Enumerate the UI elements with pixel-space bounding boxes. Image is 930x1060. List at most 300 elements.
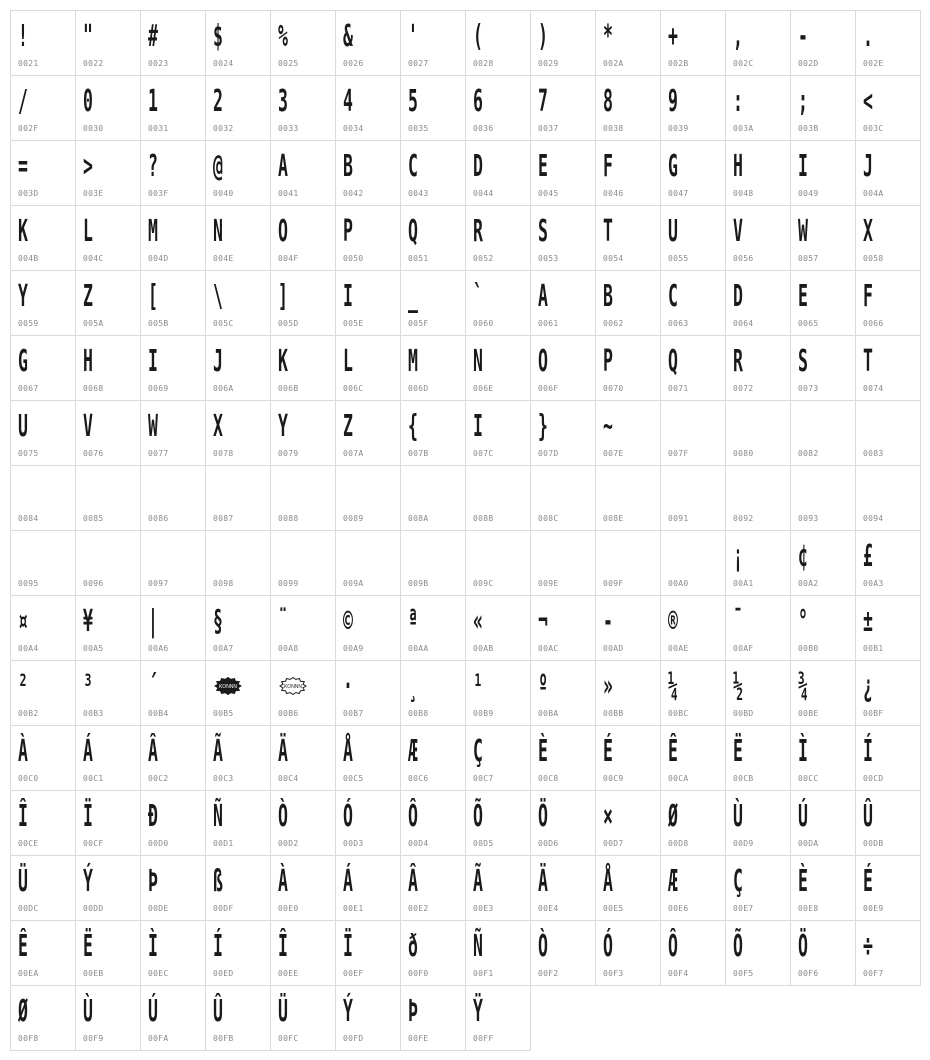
glyph-cell[interactable] xyxy=(465,10,531,76)
glyph-cell[interactable] xyxy=(270,660,336,726)
glyph-cell[interactable] xyxy=(10,10,76,76)
unicode-code-label: 003E xyxy=(83,189,104,198)
unicode-code-label: 0078 xyxy=(213,449,234,458)
glyph-cell[interactable] xyxy=(205,465,271,531)
unicode-code-label: 009F xyxy=(603,579,624,588)
glyph-sample xyxy=(798,473,827,511)
glyph-cell[interactable] xyxy=(400,465,466,531)
glyph-sample: ¿ xyxy=(863,669,873,704)
glyph-cell[interactable] xyxy=(660,660,726,726)
unicode-code-label: 00F7 xyxy=(863,969,884,978)
glyph-sample: ¯ xyxy=(733,604,743,639)
glyph-cell[interactable] xyxy=(270,465,336,531)
glyph-sample: S xyxy=(798,344,808,379)
glyph-cell[interactable] xyxy=(205,400,271,466)
glyph-cell[interactable] xyxy=(530,75,596,141)
unicode-code-label: 00E5 xyxy=(603,904,624,913)
glyph-cell[interactable] xyxy=(400,530,466,596)
glyph-cell[interactable] xyxy=(660,10,726,76)
glyph-cell[interactable] xyxy=(660,335,726,401)
glyph-cell[interactable] xyxy=(790,140,856,206)
glyph-cell[interactable] xyxy=(10,75,76,141)
glyph-cell[interactable] xyxy=(725,530,791,596)
glyph-cell[interactable] xyxy=(790,790,856,856)
glyph-sample: [ xyxy=(148,279,158,314)
glyph-cell[interactable] xyxy=(10,595,76,661)
glyph-cell[interactable] xyxy=(205,595,271,661)
glyph-cell[interactable] xyxy=(335,855,401,921)
glyph-cell[interactable] xyxy=(205,660,271,726)
glyph-cell[interactable] xyxy=(660,465,726,531)
glyph-cell[interactable] xyxy=(270,270,336,336)
glyph-sample: L xyxy=(343,344,353,379)
glyph-cell[interactable] xyxy=(335,465,401,531)
glyph-cell[interactable] xyxy=(335,205,401,271)
glyph-sample: { xyxy=(408,409,418,444)
glyph-sample: | xyxy=(148,604,158,639)
glyph-sample: < xyxy=(863,84,873,119)
glyph-sample: * xyxy=(603,19,613,54)
glyph-cell[interactable] xyxy=(855,205,921,271)
glyph-cell[interactable] xyxy=(400,335,466,401)
glyph-cell[interactable] xyxy=(790,465,856,531)
glyph-cell[interactable] xyxy=(660,75,726,141)
glyph-cell[interactable] xyxy=(725,660,791,726)
glyph-grid xyxy=(10,10,920,1050)
glyph-cell[interactable] xyxy=(530,790,596,856)
glyph-sample xyxy=(733,473,762,511)
glyph-sample: ¨ xyxy=(278,604,288,639)
glyph-cell[interactable] xyxy=(205,75,271,141)
glyph-cell[interactable] xyxy=(595,725,661,791)
glyph-cell[interactable] xyxy=(400,595,466,661)
glyph-cell[interactable] xyxy=(335,75,401,141)
glyph-cell[interactable] xyxy=(790,75,856,141)
glyph-cell[interactable] xyxy=(530,205,596,271)
glyph-cell[interactable] xyxy=(530,725,596,791)
unicode-code-label: 00B2 xyxy=(18,709,39,718)
glyph-cell[interactable] xyxy=(400,75,466,141)
glyph-cell[interactable] xyxy=(790,335,856,401)
glyph-cell[interactable] xyxy=(725,465,791,531)
glyph-sample: Ú xyxy=(148,994,158,1029)
glyph-cell[interactable] xyxy=(400,270,466,336)
glyph-cell[interactable] xyxy=(75,465,141,531)
glyph-cell[interactable] xyxy=(595,205,661,271)
glyph-cell[interactable] xyxy=(75,400,141,466)
glyph-sample: Ä xyxy=(278,734,288,769)
glyph-cell[interactable] xyxy=(205,140,271,206)
unicode-code-label: 00CD xyxy=(863,774,884,783)
glyph-cell[interactable] xyxy=(465,985,531,1051)
glyph-cell[interactable] xyxy=(855,660,921,726)
unicode-code-label: 005F xyxy=(408,319,429,328)
unicode-code-label: 00DD xyxy=(83,904,104,913)
glyph-sample: Ó xyxy=(603,929,613,964)
glyph-cell[interactable] xyxy=(595,10,661,76)
glyph-cell[interactable] xyxy=(270,595,336,661)
glyph-cell[interactable] xyxy=(400,140,466,206)
glyph-cell[interactable] xyxy=(270,530,336,596)
unicode-code-label: 0038 xyxy=(603,124,624,133)
glyph-cell[interactable] xyxy=(790,205,856,271)
glyph-cell[interactable] xyxy=(660,270,726,336)
glyph-cell[interactable] xyxy=(140,985,206,1051)
glyph-cell[interactable] xyxy=(660,595,726,661)
glyph-cell[interactable] xyxy=(400,400,466,466)
glyph-cell[interactable] xyxy=(855,140,921,206)
glyph-sample: ¡ xyxy=(733,539,743,574)
glyph-sample: I xyxy=(343,279,353,314)
glyph-cell[interactable] xyxy=(75,985,141,1051)
glyph-cell[interactable] xyxy=(530,400,596,466)
unicode-code-label: 00A8 xyxy=(278,644,299,653)
glyph-cell[interactable] xyxy=(465,790,531,856)
glyph-sample: Í xyxy=(863,734,873,769)
unicode-code-label: 0066 xyxy=(863,319,884,328)
glyph-cell[interactable] xyxy=(10,790,76,856)
glyph-cell[interactable] xyxy=(465,530,531,596)
glyph-cell[interactable] xyxy=(75,205,141,271)
glyph-cell[interactable] xyxy=(75,595,141,661)
glyph-cell[interactable] xyxy=(465,75,531,141)
glyph-cell[interactable] xyxy=(205,335,271,401)
glyph-cell[interactable] xyxy=(595,855,661,921)
glyph-cell[interactable] xyxy=(270,790,336,856)
glyph-cell[interactable] xyxy=(790,595,856,661)
glyph-cell[interactable] xyxy=(270,985,336,1051)
glyph-cell[interactable] xyxy=(335,660,401,726)
glyph-cell[interactable] xyxy=(725,140,791,206)
glyph-cell[interactable] xyxy=(530,595,596,661)
glyph-cell[interactable] xyxy=(725,855,791,921)
glyph-cell[interactable] xyxy=(140,400,206,466)
glyph-cell[interactable] xyxy=(855,10,921,76)
glyph-cell[interactable] xyxy=(725,75,791,141)
glyph-cell[interactable] xyxy=(725,920,791,986)
glyph-cell[interactable] xyxy=(725,725,791,791)
glyph-cell[interactable] xyxy=(530,10,596,76)
glyph-cell[interactable] xyxy=(465,335,531,401)
glyph-cell[interactable] xyxy=(855,595,921,661)
glyph-cell[interactable] xyxy=(400,10,466,76)
glyph-sample: Õ xyxy=(473,799,483,834)
glyph-cell[interactable] xyxy=(205,270,271,336)
glyph-cell[interactable] xyxy=(270,855,336,921)
unicode-code-label: 0039 xyxy=(668,124,689,133)
glyph-cell[interactable] xyxy=(595,335,661,401)
glyph-sample: Y xyxy=(18,279,28,314)
unicode-code-label: 0096 xyxy=(83,579,104,588)
unicode-code-label: 0029 xyxy=(538,59,559,68)
glyph-cell[interactable] xyxy=(10,400,76,466)
glyph-cell[interactable] xyxy=(335,920,401,986)
glyph-cell[interactable] xyxy=(205,725,271,791)
glyph-cell[interactable] xyxy=(595,595,661,661)
glyph-cell[interactable] xyxy=(75,335,141,401)
glyph-cell[interactable] xyxy=(660,725,726,791)
glyph-cell[interactable] xyxy=(140,335,206,401)
unicode-code-label: 00CA xyxy=(668,774,689,783)
glyph-cell[interactable] xyxy=(465,660,531,726)
unicode-code-label: 00FE xyxy=(408,1034,429,1043)
glyph-cell[interactable] xyxy=(140,595,206,661)
unicode-code-label: 009A xyxy=(343,579,364,588)
glyph-sample: - xyxy=(798,19,808,54)
glyph-cell[interactable] xyxy=(725,790,791,856)
glyph-sample: » xyxy=(603,669,613,704)
glyph-cell[interactable] xyxy=(140,725,206,791)
glyph-cell[interactable] xyxy=(140,270,206,336)
glyph-cell[interactable] xyxy=(530,140,596,206)
glyph-cell[interactable] xyxy=(140,530,206,596)
glyph-cell[interactable] xyxy=(335,530,401,596)
glyph-cell[interactable] xyxy=(465,140,531,206)
glyph-sample: K xyxy=(278,344,288,379)
glyph-cell[interactable] xyxy=(400,855,466,921)
glyph-cell[interactable] xyxy=(75,270,141,336)
unicode-code-label: 00A7 xyxy=(213,644,234,653)
glyph-cell[interactable] xyxy=(335,10,401,76)
glyph-cell[interactable] xyxy=(725,205,791,271)
glyph-cell[interactable] xyxy=(400,205,466,271)
glyph-sample: F xyxy=(863,279,873,314)
glyph-cell[interactable] xyxy=(465,920,531,986)
glyph-cell[interactable] xyxy=(465,725,531,791)
glyph-cell[interactable] xyxy=(205,855,271,921)
glyph-cell[interactable] xyxy=(140,855,206,921)
unicode-code-label: 0082 xyxy=(798,449,819,458)
glyph-cell[interactable] xyxy=(270,140,336,206)
glyph-cell[interactable] xyxy=(725,595,791,661)
glyph-cell[interactable] xyxy=(465,595,531,661)
unicode-code-label: 003A xyxy=(733,124,754,133)
glyph-sample: ð xyxy=(408,929,418,964)
glyph-cell[interactable] xyxy=(790,660,856,726)
glyph-cell[interactable] xyxy=(790,270,856,336)
glyph-sample: > xyxy=(83,149,93,184)
glyph-cell[interactable] xyxy=(790,920,856,986)
glyph-cell[interactable] xyxy=(660,140,726,206)
glyph-sample: V xyxy=(83,409,93,444)
glyph-cell[interactable] xyxy=(140,790,206,856)
glyph-cell[interactable] xyxy=(270,205,336,271)
glyph-cell[interactable] xyxy=(790,400,856,466)
glyph-cell[interactable] xyxy=(465,400,531,466)
glyph-cell[interactable] xyxy=(140,920,206,986)
glyph-cell[interactable] xyxy=(335,985,401,1051)
glyph-cell[interactable] xyxy=(270,10,336,76)
glyph-cell[interactable] xyxy=(140,660,206,726)
unicode-code-label: 0099 xyxy=(278,579,299,588)
glyph-cell[interactable] xyxy=(270,725,336,791)
glyph-cell[interactable] xyxy=(790,530,856,596)
unicode-code-label: 0085 xyxy=(83,514,104,523)
glyph-cell[interactable] xyxy=(140,75,206,141)
glyph-cell[interactable] xyxy=(140,465,206,531)
glyph-cell[interactable] xyxy=(855,530,921,596)
unicode-code-label: 00EA xyxy=(18,969,39,978)
glyph-cell[interactable] xyxy=(140,205,206,271)
glyph-cell[interactable] xyxy=(660,530,726,596)
glyph-cell[interactable] xyxy=(400,985,466,1051)
glyph-cell[interactable] xyxy=(75,530,141,596)
glyph-cell[interactable] xyxy=(855,855,921,921)
glyph-cell[interactable] xyxy=(465,465,531,531)
glyph-sample: & xyxy=(343,19,353,54)
glyph-cell[interactable] xyxy=(530,920,596,986)
glyph-sample: Ó xyxy=(343,799,353,834)
glyph-cell[interactable] xyxy=(790,10,856,76)
glyph-cell[interactable] xyxy=(270,75,336,141)
glyph-cell[interactable] xyxy=(790,855,856,921)
glyph-cell[interactable] xyxy=(75,855,141,921)
glyph-cell[interactable] xyxy=(855,465,921,531)
glyph-cell[interactable] xyxy=(465,270,531,336)
glyph-cell[interactable] xyxy=(205,205,271,271)
glyph-cell[interactable] xyxy=(400,790,466,856)
glyph-cell[interactable] xyxy=(205,530,271,596)
glyph-cell[interactable] xyxy=(725,400,791,466)
glyph-cell[interactable] xyxy=(335,790,401,856)
glyph-sample: Ê xyxy=(18,929,28,964)
unicode-code-label: 005D xyxy=(278,319,299,328)
glyph-cell[interactable] xyxy=(10,855,76,921)
glyph-cell[interactable] xyxy=(335,400,401,466)
glyph-cell[interactable] xyxy=(790,725,856,791)
glyph-cell[interactable] xyxy=(530,855,596,921)
glyph-cell[interactable] xyxy=(855,725,921,791)
glyph-cell[interactable] xyxy=(595,530,661,596)
glyph-cell[interactable] xyxy=(400,660,466,726)
glyph-cell[interactable] xyxy=(205,920,271,986)
glyph-cell[interactable] xyxy=(725,10,791,76)
glyph-cell[interactable] xyxy=(660,855,726,921)
glyph-cell[interactable] xyxy=(725,270,791,336)
glyph-sample: U xyxy=(18,409,28,444)
glyph-sample: T xyxy=(863,344,873,379)
glyph-cell[interactable] xyxy=(530,270,596,336)
unicode-code-label: 00A1 xyxy=(733,579,754,588)
glyph-cell[interactable] xyxy=(75,140,141,206)
glyph-cell[interactable] xyxy=(10,725,76,791)
glyph-cell[interactable] xyxy=(660,920,726,986)
glyph-sample xyxy=(668,408,697,446)
glyph-cell[interactable] xyxy=(10,660,76,726)
glyph-cell[interactable] xyxy=(595,920,661,986)
glyph-cell[interactable] xyxy=(465,205,531,271)
glyph-cell[interactable] xyxy=(335,270,401,336)
glyph-cell[interactable] xyxy=(10,920,76,986)
glyph-cell[interactable] xyxy=(270,335,336,401)
glyph-cell[interactable] xyxy=(595,465,661,531)
glyph-cell[interactable] xyxy=(75,10,141,76)
glyph-cell[interactable] xyxy=(660,205,726,271)
unicode-code-label: 00E1 xyxy=(343,904,364,913)
glyph-cell[interactable] xyxy=(530,660,596,726)
glyph-sample: ? xyxy=(148,149,158,184)
glyph-sample: Î xyxy=(278,929,288,964)
glyph-cell[interactable] xyxy=(660,790,726,856)
glyph-cell[interactable] xyxy=(855,75,921,141)
unicode-code-label: 0021 xyxy=(18,59,39,68)
glyph-cell[interactable] xyxy=(595,790,661,856)
glyph-cell[interactable] xyxy=(465,855,531,921)
glyph-sample: # xyxy=(148,19,158,54)
glyph-cell[interactable] xyxy=(75,660,141,726)
unicode-code-label: 003C xyxy=(863,124,884,133)
glyph-cell[interactable] xyxy=(335,335,401,401)
glyph-cell[interactable] xyxy=(205,790,271,856)
glyph-cell[interactable] xyxy=(595,140,661,206)
unicode-code-label: 00C1 xyxy=(83,774,104,783)
glyph-cell[interactable] xyxy=(205,985,271,1051)
glyph-cell[interactable] xyxy=(10,530,76,596)
glyph-cell[interactable] xyxy=(205,10,271,76)
glyph-cell[interactable] xyxy=(10,205,76,271)
glyph-cell[interactable] xyxy=(270,920,336,986)
glyph-cell[interactable] xyxy=(725,335,791,401)
glyph-cell[interactable] xyxy=(10,140,76,206)
glyph-sample: Ç xyxy=(473,734,483,769)
glyph-cell[interactable] xyxy=(595,660,661,726)
unicode-code-label: 0044 xyxy=(473,189,494,198)
glyph-cell[interactable] xyxy=(10,985,76,1051)
glyph-sample: X xyxy=(213,409,223,444)
glyph-cell[interactable] xyxy=(855,920,921,986)
glyph-cell[interactable] xyxy=(75,725,141,791)
glyph-cell[interactable] xyxy=(595,270,661,336)
glyph-cell[interactable] xyxy=(335,140,401,206)
unicode-code-label: 003D xyxy=(18,189,39,198)
glyph-sample: Á xyxy=(343,864,353,899)
glyph-sample: W xyxy=(148,409,158,444)
glyph-cell[interactable] xyxy=(10,270,76,336)
glyph-cell[interactable] xyxy=(855,400,921,466)
glyph-cell[interactable] xyxy=(855,790,921,856)
badge-text: KONNN xyxy=(218,684,238,690)
unicode-code-label: 00C8 xyxy=(538,774,559,783)
glyph-sample: « xyxy=(473,604,483,639)
glyph-cell[interactable] xyxy=(595,400,661,466)
glyph-cell[interactable] xyxy=(530,530,596,596)
glyph-cell[interactable] xyxy=(335,725,401,791)
glyph-cell[interactable] xyxy=(855,335,921,401)
glyph-cell[interactable] xyxy=(140,10,206,76)
glyph-cell[interactable] xyxy=(660,400,726,466)
glyph-cell[interactable] xyxy=(400,920,466,986)
glyph-cell[interactable] xyxy=(10,465,76,531)
glyph-cell[interactable] xyxy=(335,595,401,661)
glyph-cell[interactable] xyxy=(270,400,336,466)
glyph-cell[interactable] xyxy=(75,790,141,856)
glyph-sample: R xyxy=(733,344,743,379)
glyph-cell[interactable] xyxy=(530,335,596,401)
unicode-code-label: 004D xyxy=(148,254,169,263)
glyph-cell[interactable] xyxy=(595,75,661,141)
glyph-cell[interactable] xyxy=(530,465,596,531)
glyph-sample: K xyxy=(18,214,28,249)
glyph-sample xyxy=(863,408,892,446)
glyph-cell[interactable] xyxy=(10,335,76,401)
glyph-cell[interactable] xyxy=(75,920,141,986)
glyph-cell[interactable] xyxy=(855,270,921,336)
glyph-cell[interactable] xyxy=(140,140,206,206)
glyph-cell[interactable] xyxy=(75,75,141,141)
glyph-sample xyxy=(278,538,307,576)
glyph-sample: Ñ xyxy=(213,799,223,834)
glyph-cell[interactable] xyxy=(400,725,466,791)
